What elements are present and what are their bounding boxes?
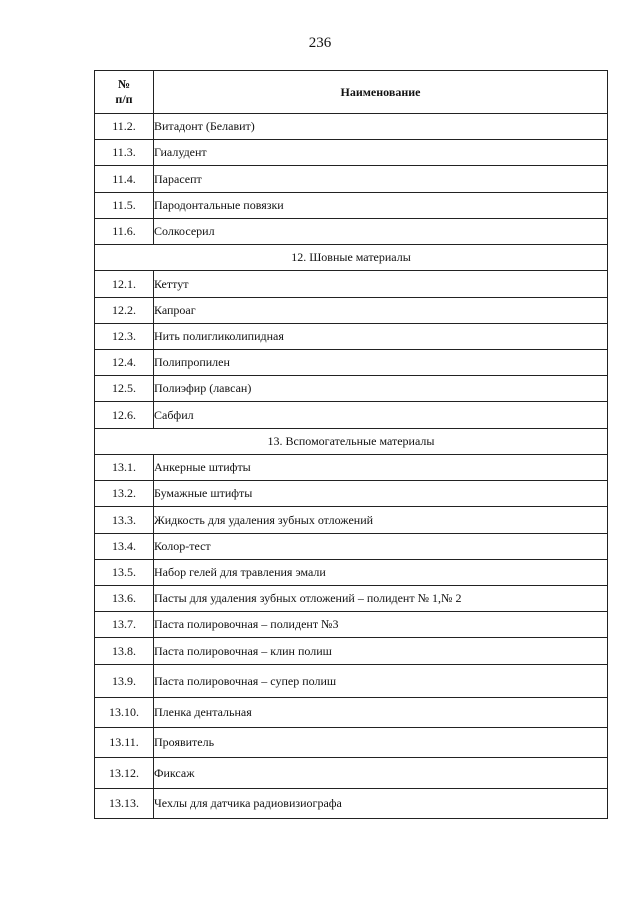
item-name: Гиалудент	[154, 140, 608, 166]
materials-table	[94, 70, 608, 819]
item-name: Паста полировочная – клин полиш	[154, 638, 608, 665]
table-row	[95, 665, 608, 698]
item-name: Колор-тест	[154, 534, 608, 560]
header-number-symbol: №	[117, 77, 131, 91]
table-row	[95, 789, 608, 819]
table-row	[95, 219, 608, 245]
header-name: Наименование	[154, 71, 608, 114]
item-name: Жидкость для удаления зубных отложений	[154, 507, 608, 534]
table-row	[95, 481, 608, 507]
item-name: Чехлы для датчика радиовизиографа	[154, 789, 608, 819]
item-number: 13.11.	[95, 728, 154, 758]
table-row	[95, 586, 608, 612]
table-row	[95, 402, 608, 429]
item-name: Анкерные штифты	[154, 455, 608, 481]
item-name: Полипропилен	[154, 350, 608, 376]
item-number: 12.4.	[95, 350, 154, 376]
item-number: 12.3.	[95, 324, 154, 350]
item-number: 13.9.	[95, 665, 154, 698]
item-number: 11.5.	[95, 193, 154, 219]
table-row	[95, 193, 608, 219]
item-number: 12.1.	[95, 271, 154, 298]
item-number: 13.13.	[95, 789, 154, 819]
item-number: 11.6.	[95, 219, 154, 245]
item-name: Нить полигликолипидная	[154, 324, 608, 350]
table-row	[95, 271, 608, 298]
item-name: Набор гелей для травления эмали	[154, 560, 608, 586]
item-name: Кеттут	[154, 271, 608, 298]
item-name: Капроаг	[154, 298, 608, 324]
item-number: 11.2.	[95, 114, 154, 140]
item-number: 12.2.	[95, 298, 154, 324]
item-number: 12.6.	[95, 402, 154, 429]
item-number: 13.5.	[95, 560, 154, 586]
item-name: Солкосерил	[154, 219, 608, 245]
item-name: Бумажные штифты	[154, 481, 608, 507]
item-number: 13.7.	[95, 612, 154, 638]
section-row	[95, 429, 608, 455]
table-row	[95, 758, 608, 789]
table-row	[95, 507, 608, 534]
item-name: Проявитель	[154, 728, 608, 758]
item-number: 13.12.	[95, 758, 154, 789]
table-row	[95, 350, 608, 376]
item-number: 13.1.	[95, 455, 154, 481]
header-number-abbr: п/п	[115, 92, 133, 106]
item-name: Паста полировочная – супер полиш	[154, 665, 608, 698]
page-number: 236	[308, 35, 332, 51]
table-header-row	[95, 71, 608, 114]
item-name: Пародонтальные повязки	[154, 193, 608, 219]
table-row	[95, 455, 608, 481]
item-name: Полиэфир (лавсан)	[154, 376, 608, 402]
table-row	[95, 560, 608, 586]
section-title: 13. Вспомогательные материалы	[95, 429, 608, 455]
item-name: Пасты для удаления зубных отложений – полидент № 1,№ 2	[154, 586, 608, 612]
item-number: 13.10.	[95, 698, 154, 728]
table-body	[95, 114, 608, 819]
section-title: 12. Шовные материалы	[95, 245, 608, 271]
table-row	[95, 638, 608, 665]
table-row	[95, 114, 608, 140]
item-name: Фиксаж	[154, 758, 608, 789]
item-name: Парасепт	[154, 166, 608, 193]
item-name: Пленка дентальная	[154, 698, 608, 728]
table-row	[95, 728, 608, 758]
table-row	[95, 324, 608, 350]
item-number: 13.3.	[95, 507, 154, 534]
table-row	[95, 698, 608, 728]
item-name: Сабфил	[154, 402, 608, 429]
item-number: 13.8.	[95, 638, 154, 665]
item-name: Паста полировочная – полидент №3	[154, 612, 608, 638]
item-number: 11.4.	[95, 166, 154, 193]
item-number: 12.5.	[95, 376, 154, 402]
table-row	[95, 298, 608, 324]
item-number: 13.2.	[95, 481, 154, 507]
table-row	[95, 612, 608, 638]
item-number: 11.3.	[95, 140, 154, 166]
section-row	[95, 245, 608, 271]
table-row	[95, 376, 608, 402]
item-name: Витадонт (Белавит)	[154, 114, 608, 140]
table-row	[95, 140, 608, 166]
header-number	[95, 71, 154, 114]
item-number: 13.6.	[95, 586, 154, 612]
table-row	[95, 534, 608, 560]
table-row	[95, 166, 608, 193]
item-number: 13.4.	[95, 534, 154, 560]
